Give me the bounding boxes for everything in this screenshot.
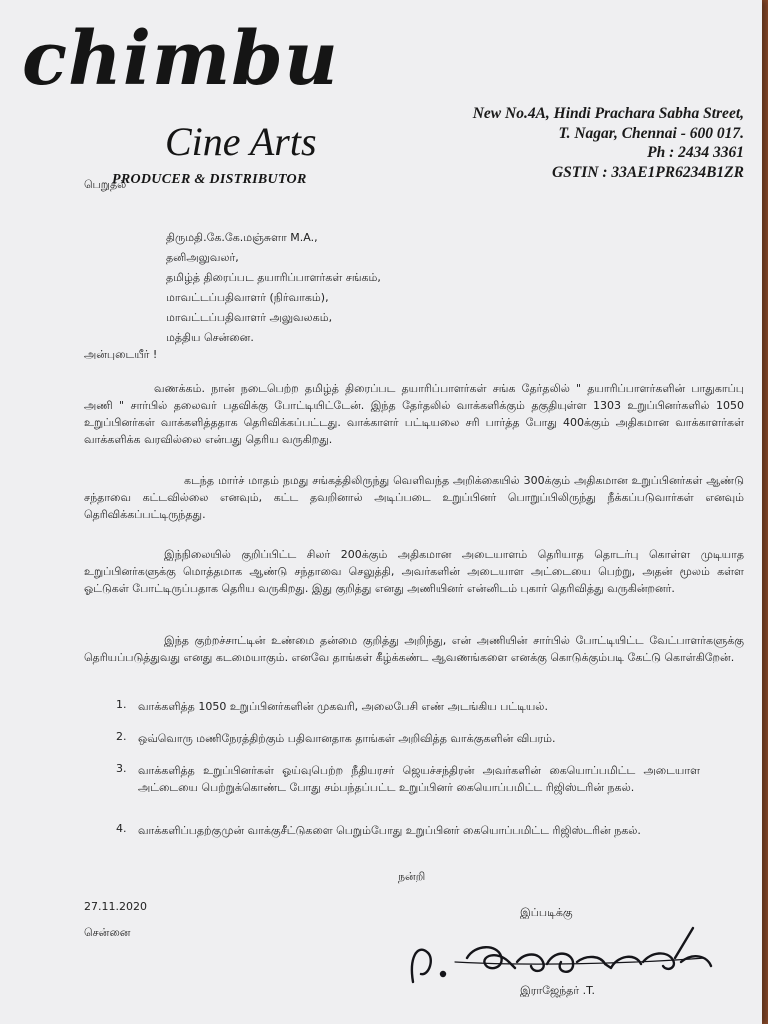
signatory-name: இராஜேந்தர் .T. <box>520 984 595 997</box>
request-item: வாக்களித்த உறுப்பினர்கள் ஓய்வுபெற்ற நீதியரசர் ஜெயச்சந்திரன் அவர்களின் கையொப்பமிட்ட அடையாள அட்டையை பெற்றுக்கொண்ட போது சம்பந்தப்பட்ட உறுப்பினர் கையொப்பமிட்ட ரிஜிஸ்டரின் நகல். <box>138 764 700 794</box>
recipient-line: மாவட்டப்பதிவாளர் அலுவலகம், <box>166 311 333 324</box>
recipient-label: பெறுதல் <box>84 178 127 191</box>
request-number: 2. <box>116 730 127 743</box>
body-paragraph: இந்நிலையில் குறிப்பிட்ட சிலர் 200க்கும் அதிகமான அடையாளம் தெரியாத தொடர்பு கொள்ள முடியாத உறுப்பினர்களுக்கு மொத்தமாக ஆண்டு சந்தாவை செலுத்தி, அவர்களின் அடையாள அட்டையை பெற்று, அதன் மூலம் கள்ள ஓட்டுகள் போட்டிருப்பதாக தெரிய வருகிறது. இது குறித்து எனது அணியினர் என்னிடம் புகார் தெரிவித்து வருகின்றனர். <box>84 548 745 595</box>
body-paragraph: வணக்கம். நான் நடைபெற்ற தமிழ்த் திரைப்பட தயாரிப்பாளர்கள் சங்க தேர்தலில் " தயாரிப்பாளர்களின் பாதுகாப்பு அணி " சார்பில் தலைவர் பதவிக்கு போட்டியிட்டேன். இந்த தேர்தலில் வாக்களிக்கும் தகுதியுள்ள 1303 உறுப்பினர்களில் 1050 உறுப்பினர்கள் வாக்களித்ததாக தெரிவிக்கப்பட்டது. வாக்காளர் பட்டியலை சரி பார்த்த போது 400க்கும் அதிகமான வாக்காளர்கள் வாக்களிக்க வரவில்லை என்பது தெரிய வருகிறது. <box>84 382 744 446</box>
thanks-text: நன்றி <box>398 870 426 883</box>
salutation: அன்புடையீர் ! <box>84 348 158 361</box>
brand-tagline: PRODUCER & DISTRIBUTOR <box>112 172 307 187</box>
request-item: வாக்களிப்பதற்குமுன் வாக்குசீட்டுகளை பெறும்போது உறுப்பினர் கையொப்பமிட்ட ரிஜிஸ்டரின் நகல். <box>138 824 641 837</box>
address-line: T. Nagar, Chennai - 600 017. <box>558 124 744 142</box>
recipient-line: திருமதி.கே.கே.மஞ்சுளா M.A., <box>166 231 318 244</box>
letter-date: 27.11.2020 <box>84 900 147 913</box>
company-address <box>473 104 744 182</box>
recipient-line: தனிஅலுவலர், <box>166 251 239 264</box>
letter-place: சென்னை <box>84 926 131 939</box>
recipient-line: தமிழ்த் திரைப்பட தயாரிப்பாளர்கள் சங்கம், <box>166 271 381 284</box>
request-number: 1. <box>116 698 127 711</box>
request-number: 3. <box>116 762 127 775</box>
request-number: 4. <box>116 822 127 835</box>
body-paragraph: கடந்த மார்ச் மாதம் நமது சங்கத்திலிருந்து வெளிவந்த அறிக்கையில் 300க்கும் அதிகமான உறுப்பினர்கள் ஆண்டு சந்தாவை கட்டவில்லை எனவும், கட்ட தவறினால் அடிப்படை உறுப்பினர் பொறுப்பிலிருந்து நீக்கப்படுவார்கள் எனவும் தெரிவிக்கப்பட்டிருந்தது. <box>84 474 744 521</box>
recipient-line: மத்திய சென்னை. <box>166 331 254 344</box>
address-gstin: GSTIN : 33AE1PR6234B1ZR <box>551 163 744 181</box>
brand-subtitle: Cine Arts <box>165 119 317 164</box>
address-line: New No.4A, Hindi Prachara Sabha Street, <box>472 105 744 122</box>
brand-logo: chimbu <box>22 16 339 102</box>
recipient-line: மாவட்டப்பதிவாளர் (நிர்வாகம்), <box>166 291 329 304</box>
closing-text: இப்படிக்கு <box>520 906 573 919</box>
request-item: வாக்களித்த 1050 உறுப்பினர்களின் முகவரி, அலைபேசி எண் அடங்கிய பட்டியல். <box>138 700 548 713</box>
recipient-address <box>166 228 381 348</box>
body-paragraph: இந்த குற்றச்சாட்டின் உண்மை தன்மை குறித்து அறிந்து, என் அணியின் சார்பில் போட்டியிட்ட வேட்பாளர்களுக்கு தெரியப்படுத்துவது எனது கடமையாகும். எனவே தாங்கள் கீழ்க்கண்ட ஆவணங்களை எனக்கு கொடுக்கும்படி கேட்டு கொள்கிறேன். <box>84 634 744 664</box>
request-item: ஒவ்வொரு மணிநேரத்திற்கும் பதிவானதாக தாங்கள் அறிவித்த வாக்குகளின் விபரம். <box>138 732 556 745</box>
address-phone: Ph : 2434 3361 <box>647 144 744 161</box>
